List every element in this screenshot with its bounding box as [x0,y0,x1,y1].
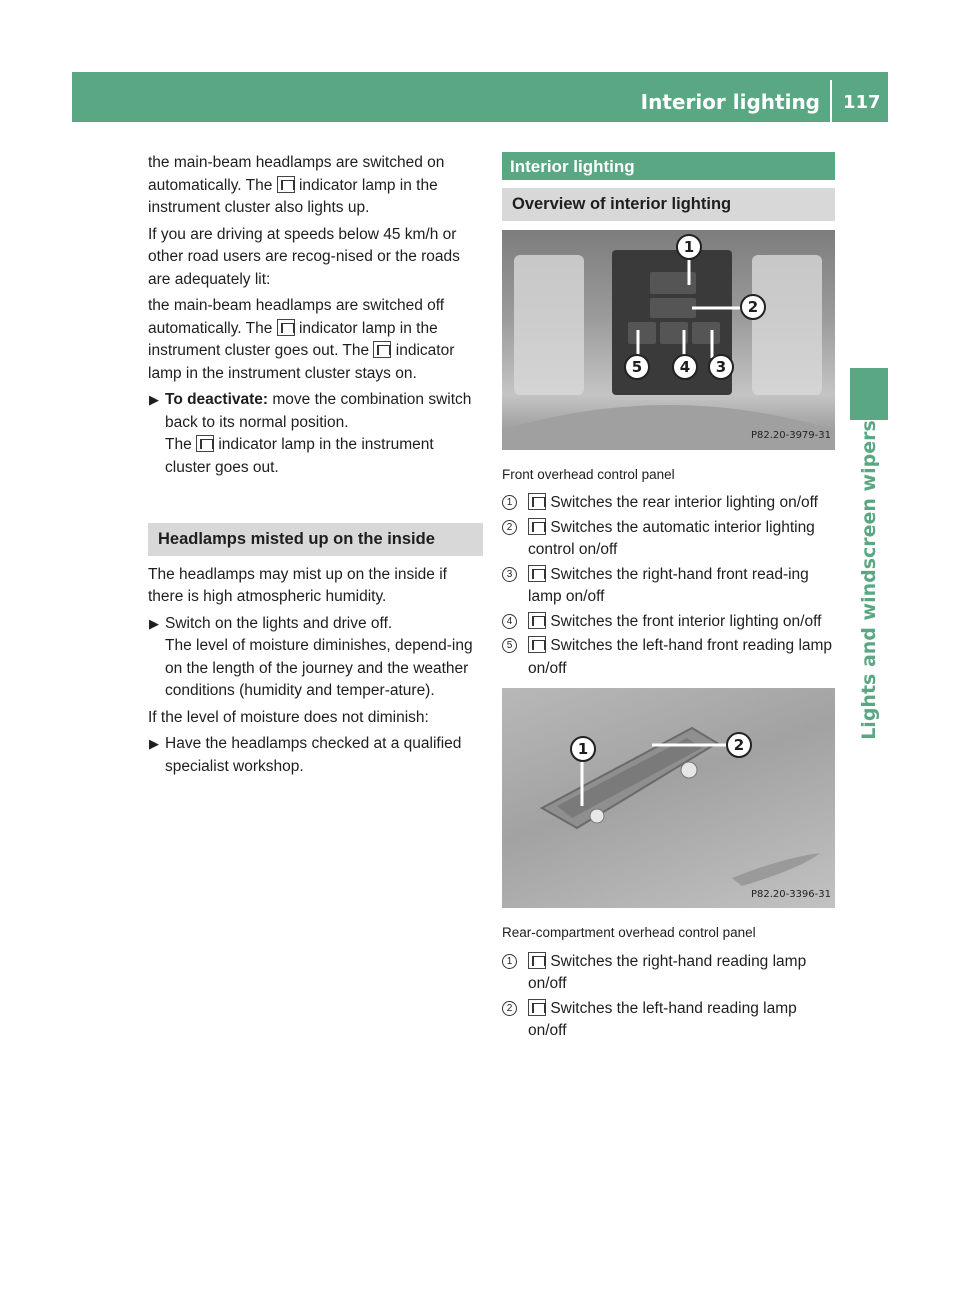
front-panel-illustration [502,230,835,450]
callout-2: 2 [726,732,752,758]
callout-3: 3 [708,354,734,380]
reading-lamp-icon [528,952,546,969]
callout-1: 1 [676,234,702,260]
adaptive-beam-icon [373,341,391,358]
figure-code: P82.20-3396-31 [750,888,831,900]
adaptive-beam-icon [196,435,214,452]
figure-caption: Rear-compartment overhead control panel [502,925,756,940]
legend-item: 4 Switches the front interior lighting on/off [502,611,835,634]
paragraph: the main-beam headlamps are switched on automatically. The indicator lamp in the instrument cluster also lights up. [148,154,445,216]
legend-item: 2 Switches the automatic interior lighting control on/off [502,517,835,562]
main-beam-icon [277,176,295,193]
rear-panel-illustration [502,688,835,908]
instruction-step: ▶ Switch on the lights and drive off. The level of moisture diminishes, depend-ing on the length of the journey and the weather conditions (humidity and temper-ature). [149,614,473,699]
section-heading: Overview of interior lighting [502,188,835,221]
page-number: 117 [843,92,881,113]
legend-list [502,951,835,1043]
legend-item: 3 Switches the right-hand front read-ing lamp on/off [502,564,835,609]
instruction-step: ▶ Have the headlamps checked at a qualified specialist workshop. [149,735,462,775]
figure-code: P82.20-3979-31 [750,430,831,441]
callout-5: 5 [624,354,650,380]
callout-2: 2 [740,294,766,320]
rear-light-icon [528,493,546,510]
front-overhead-panel-figure [502,230,835,450]
paragraph: If you are driving at speeds below 45 km/h or other road users are recog-nised or the roads are adequately lit: [148,225,460,288]
reading-lamp-icon [528,636,546,653]
left-column [148,152,483,782]
figure-caption: Front overhead control panel [502,466,675,482]
paragraph: If the level of moisture does not diminish: [148,708,429,726]
section-heading: Headlamps misted up on the inside [148,523,483,556]
right-column [502,152,835,1045]
chapter-side-label: Lights and windscreen wipers [858,420,880,740]
chapter-heading: Interior lighting [502,152,835,180]
step-arrow-icon: ▶ [149,736,159,751]
instruction-step: ▶ To deactivate: move the combination switch back to its normal position. The indicator lamp in the instrument cluster goes out. [149,391,472,476]
step-arrow-icon: ▶ [149,615,159,631]
legend-list [502,492,835,680]
chapter-tab [850,368,888,420]
legend-item: 5 Switches the left-hand front reading lamp on/off [502,635,835,680]
step-arrow-icon: ▶ [149,392,159,407]
paragraph: The headlamps may mist up on the inside if there is high atmospheric humidity. [148,565,447,605]
callout-4: 4 [672,354,698,380]
reading-lamp-icon [528,565,546,582]
callout-1: 1 [570,736,596,762]
legend-item: 1 Switches the rear interior lighting on/off [502,492,835,515]
front-light-icon [528,612,546,629]
page-header-title: Interior lighting [640,90,820,114]
rear-overhead-panel-figure [502,688,835,908]
auto-light-icon [528,518,546,535]
paragraph: the main-beam headlamps are switched off automatically. The indicator lamp in the instrument cluster goes out. The indicator lamp in the instrument cluster stays on. [148,297,455,382]
main-beam-icon [277,319,295,336]
reading-lamp-icon [528,999,546,1016]
legend-item: 2 Switches the left-hand reading lamp on/off [502,998,835,1043]
header-separator [830,80,832,122]
legend-item: 1 Switches the right-hand reading lamp on/off [502,951,835,996]
